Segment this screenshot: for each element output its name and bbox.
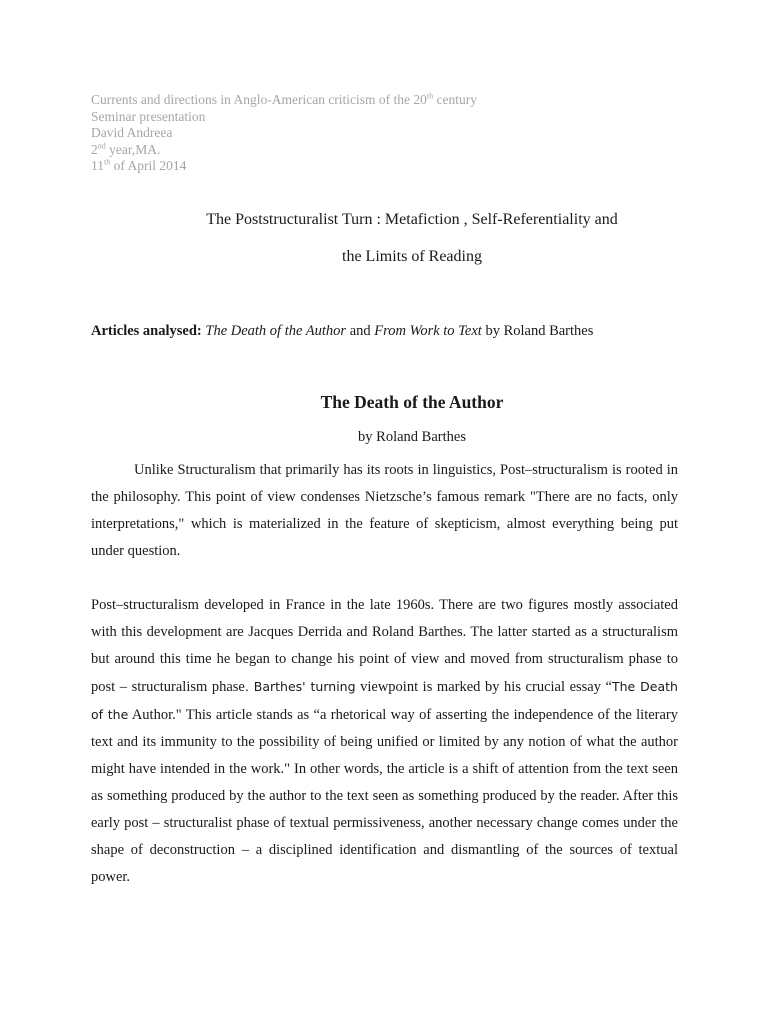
article-title-1: The Death of the Author [205, 323, 347, 339]
header-date-line: 11th of April 2014 [91, 157, 187, 173]
header-type-line: Seminar presentation [91, 108, 206, 124]
header-author-line: David Andreea [91, 125, 173, 140]
header-year-line: 2nd year,MA. [91, 141, 161, 157]
section-byline: by Roland Barthes [358, 429, 466, 445]
document-title-line-1: The Poststructuralist Turn : Metafiction , Self-Referentiality and [206, 211, 618, 228]
section-heading: The Death of the Author [320, 392, 504, 412]
articles-analysed: Articles analysed: The Death of the Author and From Work to Text by Roland Barthes [91, 323, 594, 339]
header-course-line: Currents and directions in Anglo-American criticism of the 20th century [91, 91, 478, 107]
articles-label: Articles analysed: [91, 323, 202, 339]
paragraph-1: Unlike Structuralism that primarily has its roots in linguistics, Post–structuralism is rooted in the philosophy. This point of view condenses Nietzsche’s famous remark "There are no facts, only interpretations," which is materialized in the feature of skepticism, almost everything being put under question. [91, 462, 678, 559]
article-title-2: From Work to Text [374, 323, 482, 339]
document-header [91, 92, 477, 175]
document-title-line-2: the Limits of Reading [342, 248, 482, 265]
paragraph-2: Post–structuralism developed in France in the late 1960s. There are two figures mostly associated with this development are Jacques Derrida and Roland Barthes. The latter started as a structuralism but around this time he began to change his point of view and moved from structuralism phase to post – structuralism phase. Barthes' turning viewpoint is marked by his crucial essay “The Death of the Author." This article stands as “a rhetorical way of asserting the independence of the literary text and its immunity to the possibility of being unified or limited by any notion of what the author might have intended in the work." In other words, the article is a shift of attention from the text seen as something produced by the author to the text seen as something produced by the reader. After this early post – structuralist phase of textual permissiveness, another necessary change comes under the shape of deconstruction – a disciplined identification and dismantling of the sources of textual power. [91, 597, 678, 885]
